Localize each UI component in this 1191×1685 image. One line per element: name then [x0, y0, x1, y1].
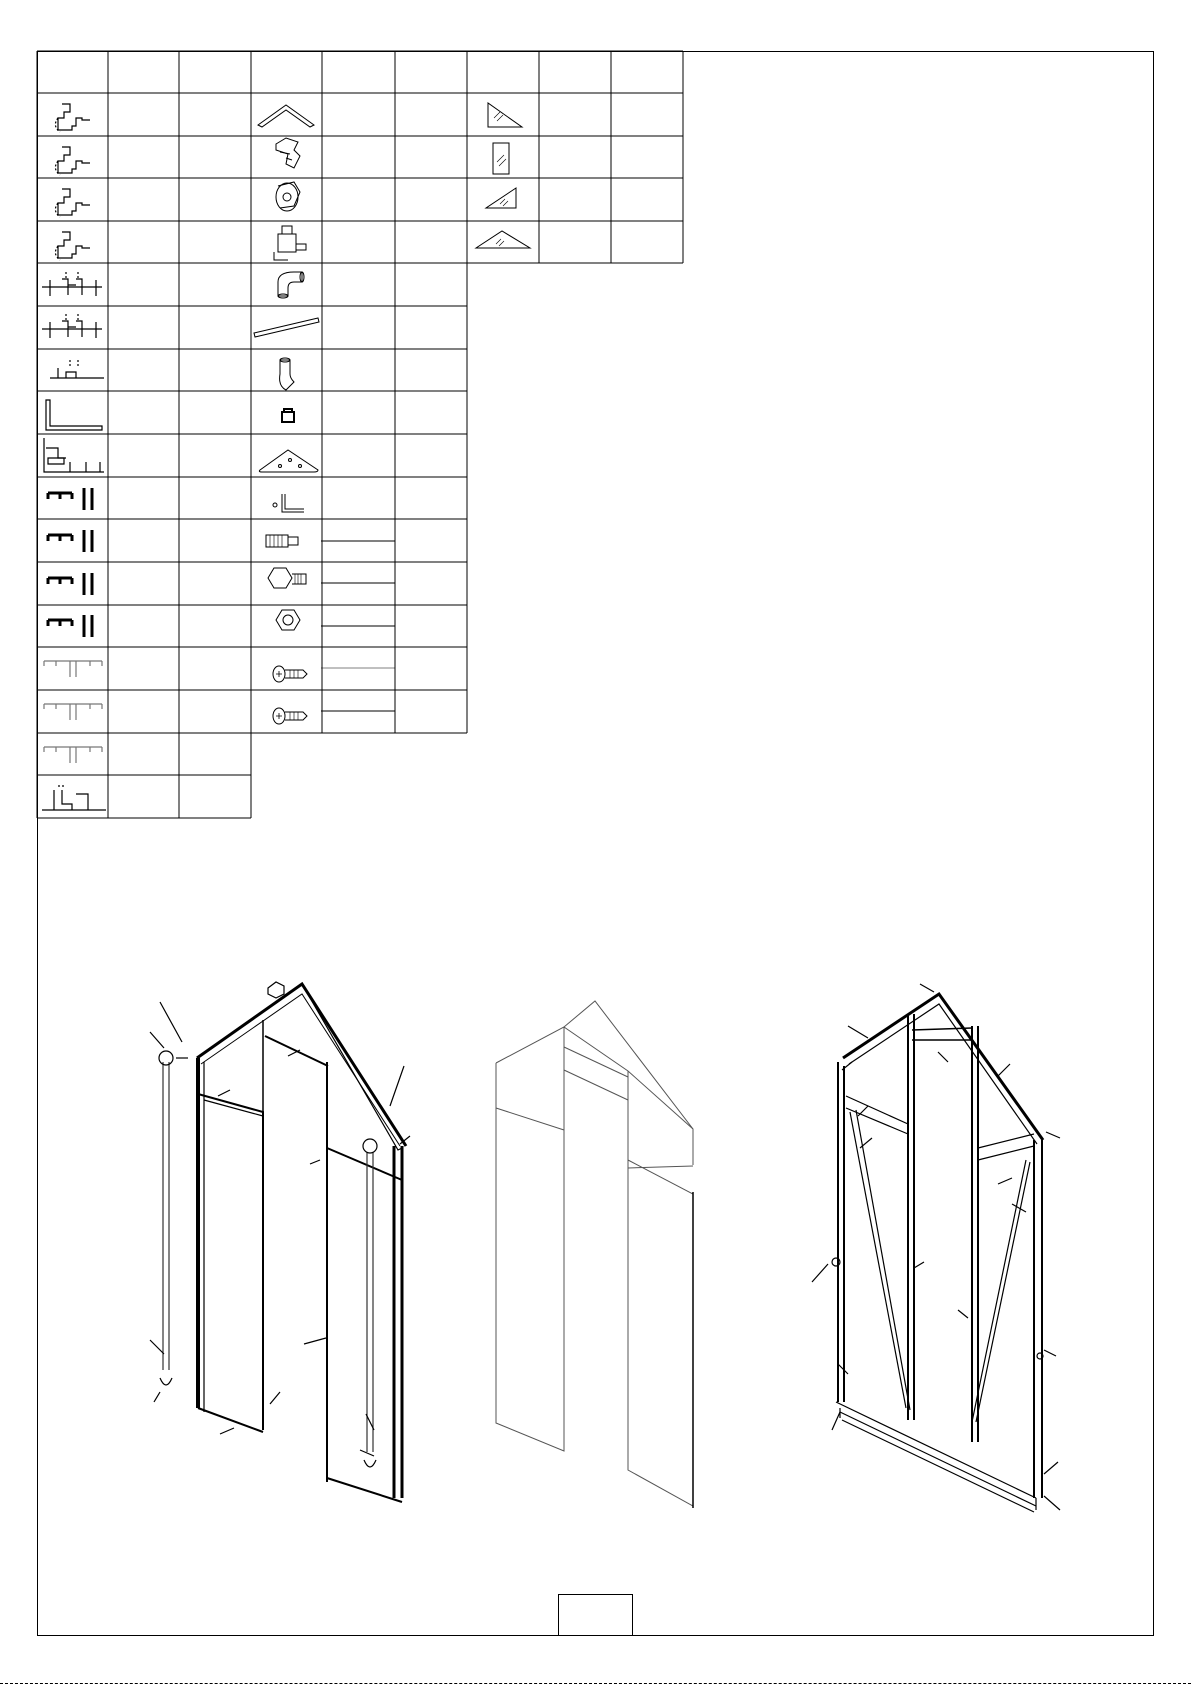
side-profile-icon: [48, 615, 92, 637]
t-profile-icon: [44, 747, 102, 763]
gable-plate-icon: [259, 450, 318, 472]
pipe-connector-icon: [280, 358, 294, 390]
side-profile-icon: [48, 530, 92, 552]
joint-profile-icon: [42, 272, 102, 296]
screw-icon: [273, 666, 307, 682]
illustration-panel-outline: [496, 1001, 693, 1508]
nut-icon: [276, 610, 300, 630]
illustration-gable-frame: [150, 982, 410, 1502]
side-profile-icon: [48, 488, 92, 510]
joint-profile-icon: [42, 314, 102, 338]
downpipe-icon: [254, 318, 319, 337]
hardware-icons: [254, 105, 319, 724]
base-profile-icon: [44, 438, 104, 472]
trapezoid-pane-icon: [488, 103, 522, 127]
cut-line: [0, 1683, 1191, 1684]
clamp-icon: [274, 226, 306, 260]
gable-pane-icon: [476, 231, 530, 248]
rectangle-pane-icon: [493, 143, 509, 174]
page-number-box: [558, 1594, 633, 1635]
corner-profile-icon: [55, 232, 90, 260]
gutter-connector-icon: [276, 182, 300, 211]
glass-icons: [476, 103, 530, 248]
clip-icon: [282, 409, 294, 422]
corner-profile-icon: [55, 189, 90, 217]
corner-profile-icon: [55, 147, 90, 175]
angle-bracket-icon: [273, 494, 304, 512]
t-profile-icon: [44, 661, 102, 677]
screw-icon: [273, 708, 307, 724]
side-profile-icon: [48, 573, 92, 595]
bolt-icon: [266, 535, 298, 547]
angle-profile-icon: [46, 400, 102, 430]
gutter-clip-icon: [276, 138, 300, 168]
parts-table-grid: [37, 51, 683, 818]
nut-bolt-icon: [268, 568, 306, 588]
elbow-icon: [278, 272, 304, 298]
illustration-gable-door: [812, 984, 1060, 1512]
profile-icons: [42, 104, 106, 810]
ridge-bracket-icon: [258, 105, 314, 127]
corner-profile-icon: [55, 104, 90, 132]
t-profile-icon: [44, 704, 102, 720]
sill-profile-icon: [42, 786, 106, 810]
triangle-pane-icon: [486, 188, 516, 208]
joint-profile-icon: [50, 360, 104, 378]
